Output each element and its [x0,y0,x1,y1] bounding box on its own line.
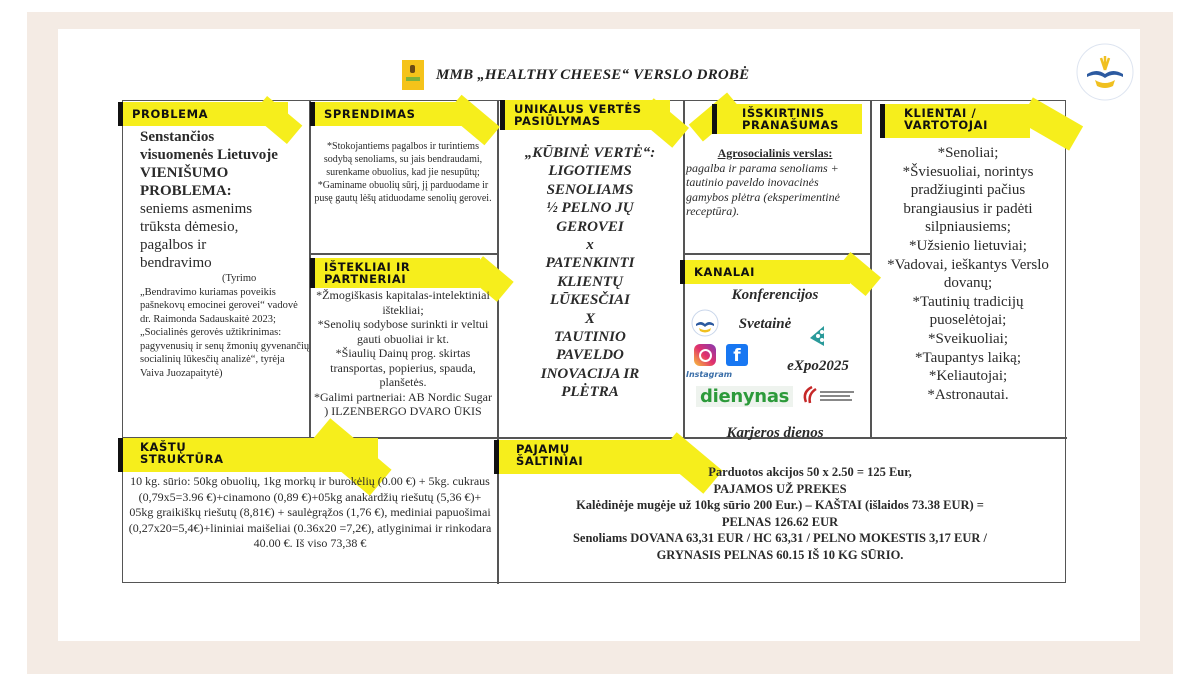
label-line: KLIENTAI / [904,106,977,120]
value-line: X [584,310,595,327]
problema-content [140,128,310,272]
value-line: PLĖTRA [561,384,619,401]
section-label-klientai [880,104,1030,138]
label-line: STRUKTŪRA [140,452,224,466]
problem-line: Senstančios [140,129,215,145]
title-row [402,58,749,92]
instagram-caption: Instagram [686,370,733,379]
customer-item: *Užsienio lietuviai; [909,237,1027,254]
customer-item: *Vadovai, ieškantys Verslo dovanų; [887,256,1049,292]
section-label-pranasumas [712,104,862,134]
label-line: PASIŪLYMAS [514,114,601,128]
problem-line: VIENIŠUMO [140,165,229,181]
vertes-content [500,144,680,402]
customer-item: *Taupantys laiką; [914,349,1021,366]
resource-item: *Senolių sodybose surinkti ir veltui gauti obuoliai ir kt. [317,317,489,346]
channel-expo: eXpo2025 [787,358,849,374]
problem-line: trūksta dėmesio, [140,219,239,235]
customer-item: *Šviesuoliai, norintys pradžiuginti pačius brangiausius ir padėti silpniausiems; [902,163,1034,236]
value-line: LŪKESČIAI [549,292,631,309]
customer-item: *Tautinių tradicijų puoselėtojai; [912,293,1024,329]
problem-line: pagalbos ir [140,237,207,253]
revenue-line: PAJAMOS UŽ PREKES [713,481,847,496]
istekliai-content [312,288,494,419]
value-line: GEROVEI [556,218,624,235]
instagram-icon [694,344,716,366]
value-line: PAVELDO [556,347,624,364]
problem-line: bendravimo [140,255,212,271]
divider [683,253,870,255]
divider [309,253,497,255]
section-label-kastai [118,438,378,472]
problem-line: seniems asmenims [140,201,253,217]
problem-line: PROBLEMA: [140,183,232,199]
customer-item: *Astronautai. [927,386,1009,403]
sprendimas-content [312,140,494,205]
resource-item: *Galimi partneriai: AB Nordic Sugar ) ILZENBERGO DVARO ŪKIS [314,389,492,418]
value-line: INOVACIJA IR [540,365,640,382]
label-line: PARTNERIAI [324,272,407,286]
pajamos-content [500,464,1060,563]
value-line: x [586,237,594,254]
solution-text: *Stokojantiems pagalbos ir turintiems sodybą senoliams, su jais bendraudami, surenkame obuolius, kad jie nesupūtų; [323,141,483,178]
divider [497,101,499,584]
channel-svetaine: Svetainė [738,316,792,332]
revenue-line: Parduotos akcijos 50 x 2.50 = 125 Eur, [708,465,912,479]
page-title: MMB „HEALTHY CHEESE“ VERSLO DROBĖ [436,66,750,83]
section-label-istekliai [310,258,480,288]
customer-item: *Senoliai; [937,145,999,161]
pranasumas-content [686,146,864,219]
label-line: VARTOTOJAI [904,118,989,132]
kastai-content: 10 kg. sūrio: 50kg obuolių, 1kg morkų ir burokėlių (0.00 €) + 5kg. cukraus (0,79x5=3.96 €)+cinamono (0,89 €)+05kg anakardžių riešutų (5,36 €)+ 05kg graikiškų riešutų (8,81€) + saulėgrąžos (1,76 €), mediniai papuošimai (0,27x20=5,4€)+lininiai maišeliai (0.36x20 =7,2€), atlyginimai ir rinkodara 40.00 €. Iš viso 73,38 € [128,474,492,550]
label-line: PAJAMŲ [516,442,570,456]
label-line: KAŠTŲ [140,440,187,454]
label-line: IŠTEKLIAI IR [324,260,411,274]
facebook-icon: f [726,344,748,366]
problema-citation: (Tyrimo „Bendravimo kuriamas poveikis pašnekovų emocinei gerovei“ vadovė dr. Raimonda Sadauskaitė 2023; „Socialinės gerovės užtikrinimas: pagyvenusių ir senų žmonių gyvenančių socialinių lūkesčių analizė“, tyrėja Vaiva Juozapaitytė) [140,273,310,379]
label-line: IŠSKIRTINIS [742,106,825,120]
channel-konferencijos: Konferencijos [731,287,819,303]
dienynas-logo: dienynas [696,386,793,407]
solution-text: *Gaminame obuolių sūrį, jį parduodame ir pusę gautų lėšų atiduodame senolių gerovei. [314,180,492,204]
value-line: TAUTINIO [554,329,626,346]
customer-item: *Sveikuoliai; [928,330,1008,347]
advantage-text: pagalba ir parama senoliams + tautinio paveldo inovacinės gamybos plėtra (eksperimentinė receptūra). [686,160,840,218]
label-line: PRANAŠUMAS [742,118,839,132]
school-logo-icon [690,308,720,338]
healthy-cheese-logo [402,60,424,90]
label-line: ŠALTINIAI [516,454,584,468]
school-logo-icon [1073,40,1137,104]
problem-line: visuomenės Lietuvoje [140,147,278,163]
triangle-logo-icon [806,324,830,348]
channel-karjeros: Karjeros dienos [726,425,824,441]
revenue-line: GRYNASIS PELNAS 60.15 IŠ 10 KG SŪRIO. [656,547,904,562]
section-label-problema: PROBLEMA [118,102,288,126]
klientai-content [874,144,1062,404]
technology-center-logo [798,384,860,406]
section-label-vertes [500,100,670,130]
resource-item: *Žmogiškasis kapitalas-intelektiniai ištekliai; [316,288,490,317]
value-line: SENOLIAMS [546,181,634,198]
revenue-line: Kalėdinėje mugėje už 10kg sūrio 200 Eur.) – KAŠTAI (išlaidos 73.38 EUR) = [576,498,984,512]
value-line: „KŪBINĖ VERTĖ“: [524,145,656,161]
section-label-sprendimas: SPRENDIMAS [310,102,470,126]
resource-item: *Šiaulių Dainų prog. skirtas transportas, popierius, spauda, planšetės. [330,346,476,389]
value-line: LIGOTIEMS [548,163,632,180]
revenue-line: PELNAS 126.62 EUR [721,514,839,529]
value-line: PATENKINTI [545,255,635,272]
customer-item: *Keliautojai; [928,368,1008,385]
advantage-heading: Agrosocialinis verslas: [717,146,833,160]
value-line: KLIENTŲ [557,273,623,290]
value-line: ½ PELNO JŲ [546,200,634,217]
section-label-kanalai: KANALAI [680,260,850,284]
label-line: UNIKALUS VERTĖS [514,102,642,116]
revenue-line: Senoliams DOVANA 63,31 EUR / HC 63,31 / PELNO MOKESTIS 3,17 EUR / [572,531,988,545]
